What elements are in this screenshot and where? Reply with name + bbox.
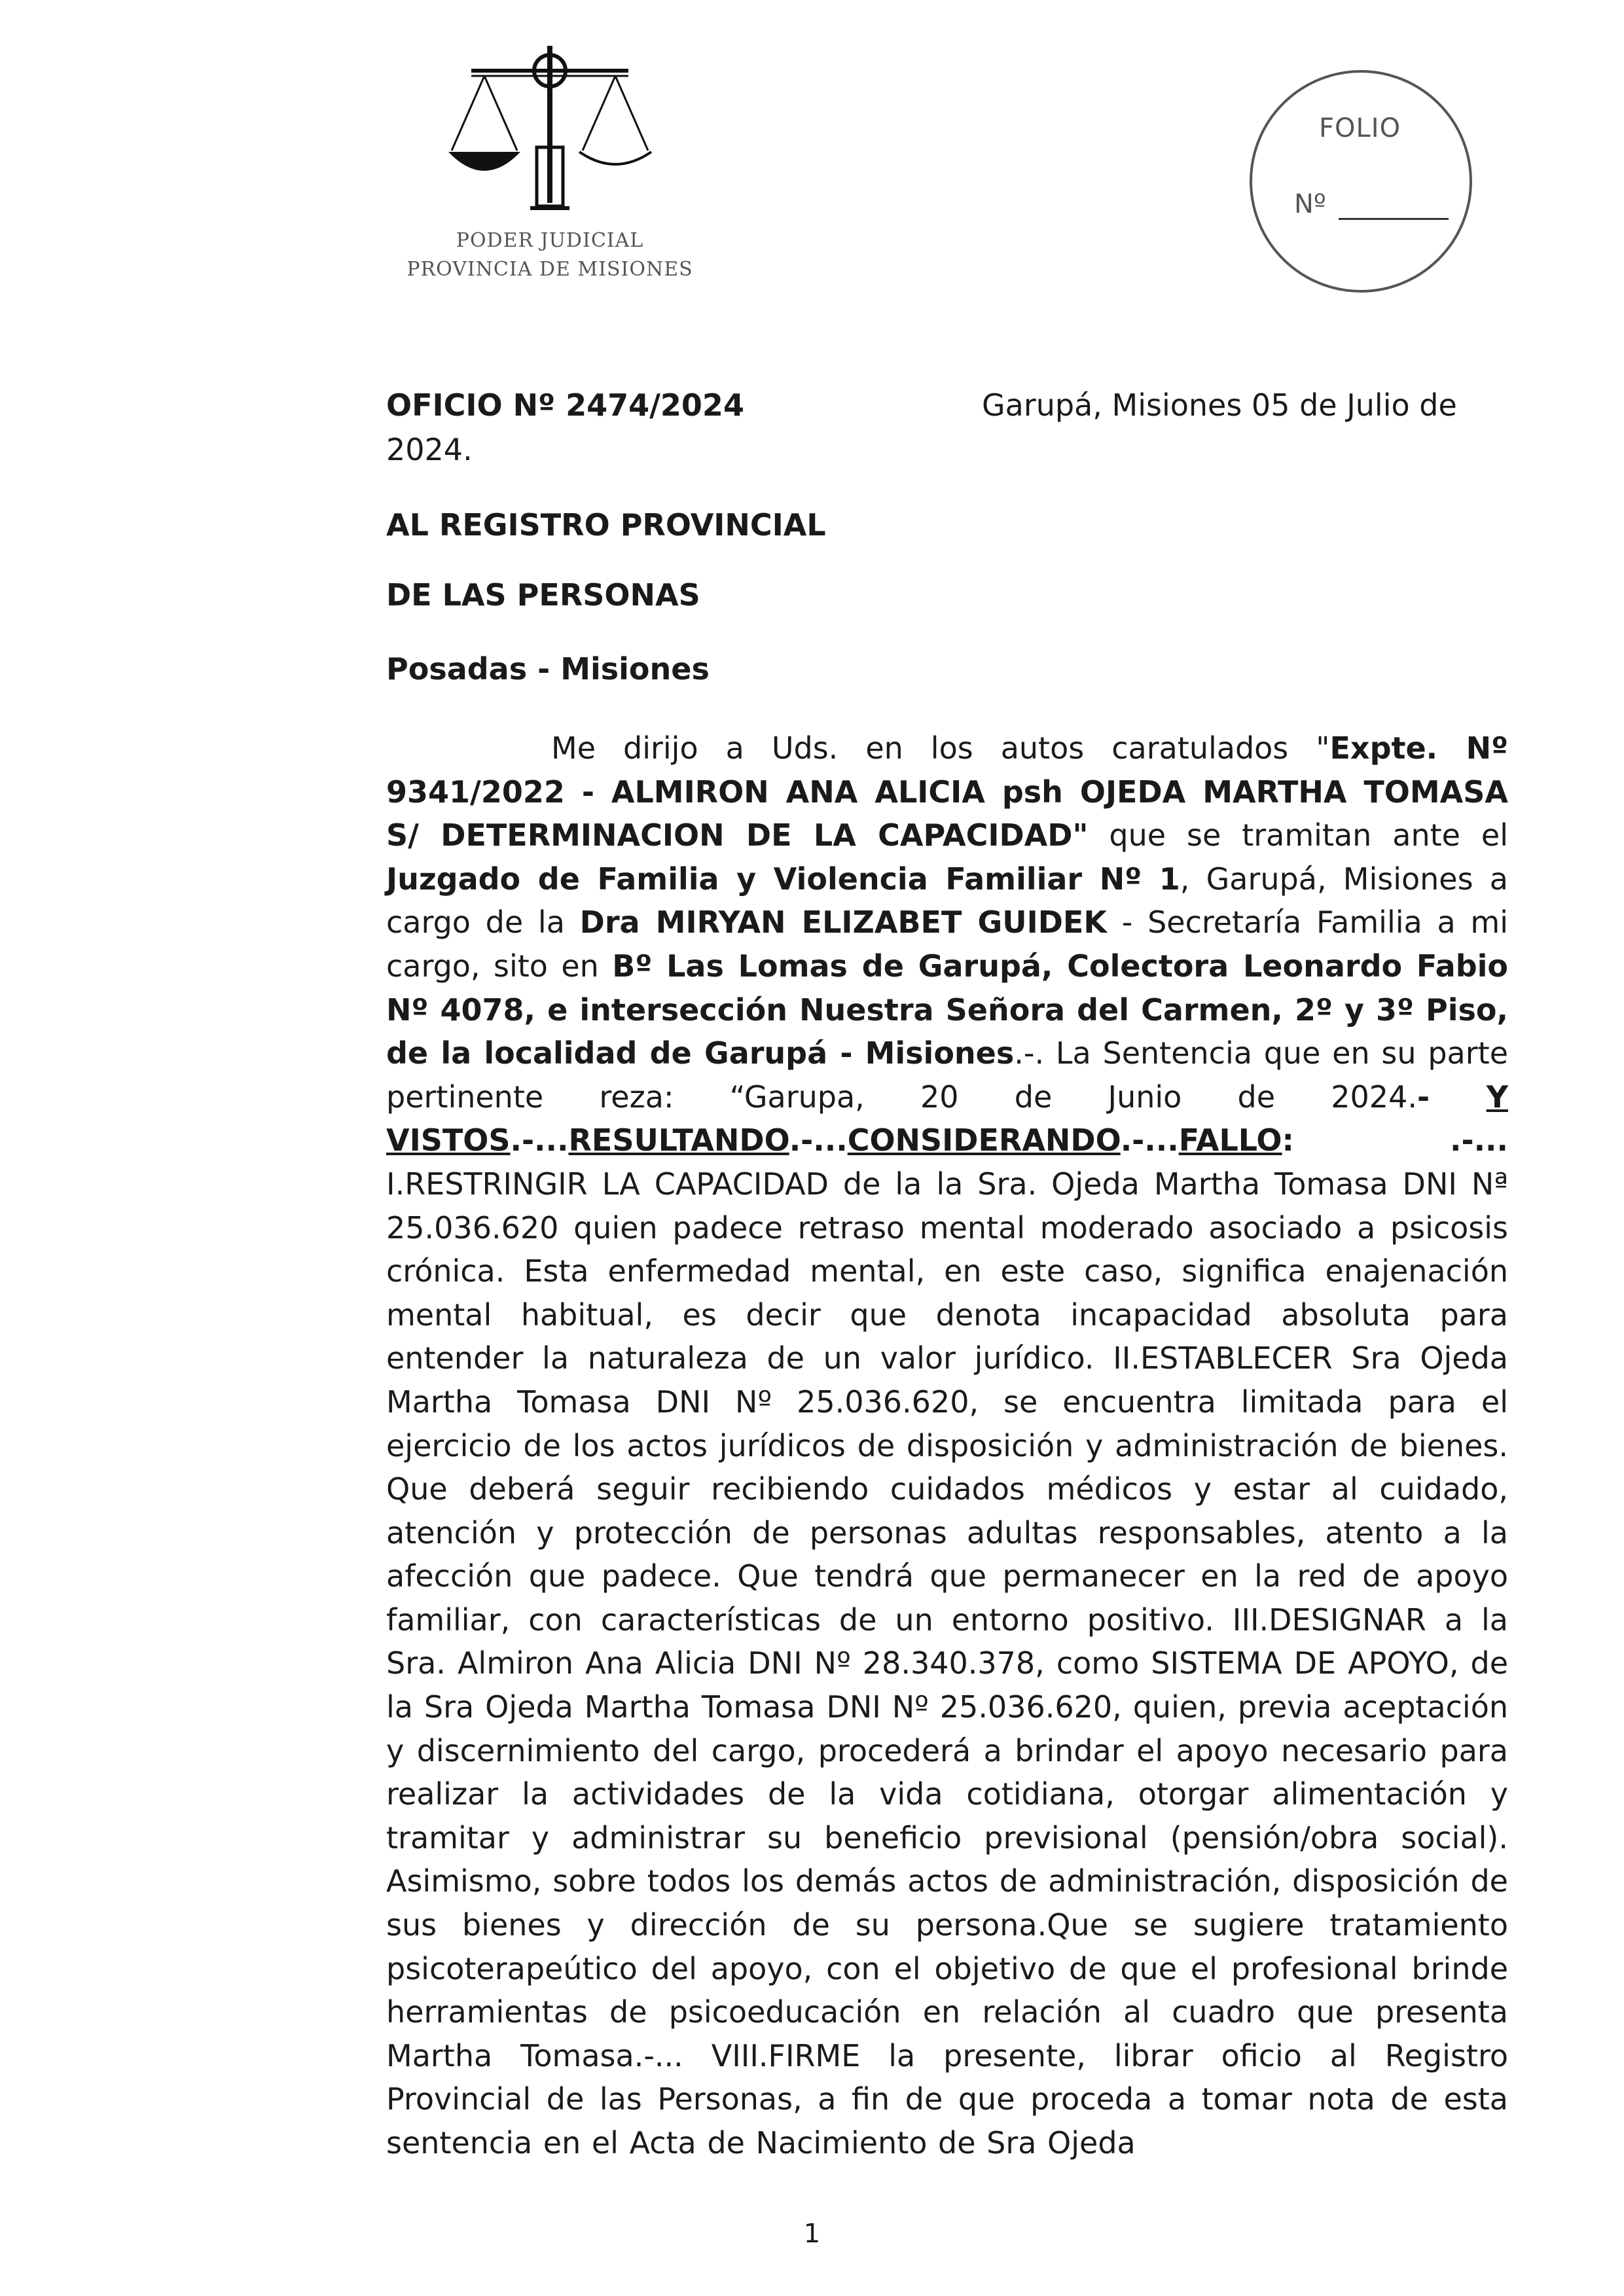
ruling-text: I.RESTRINGIR LA CAPACIDAD de la la Sra. Ojeda Martha Tomasa DNI Nª 25.036.620 quien padece retraso mental moderado asociado a psicosis crónica. Esta enfermedad mental, en este caso, significa enajenación mental habitual, es decir que denota incapacidad absoluta para entender la naturaleza de un valor jurídico. II.ESTABLECER Sra Ojeda Martha Tomasa DNI Nº 25.036.620, se encuentra limitada para el ejercicio de los actos jurídicos de disposición y administración de bienes. Que deberá seguir recibiendo cuidados médicos y estar al cuidado, atención y protección de personas adultas responsables, atento a la afección que padece. Que tendrá que permanecer en la red de apoyo familiar, con características de un entorno positivo. III.DESIGNAR a la Sra. Almiron Ana Alicia DNI Nº 28.340.378, como SISTEMA DE APOYO, de la Sra Ojeda Martha Tomasa DNI Nº 25.036.620, quien, previa aceptación y discernimiento del cargo, procederá a brindar el apoyo necesario para realizar la actividades de la vida cotidiana, otorgar alimentación y tramitar y administrar su beneficio previsional (pensión/obra social). Asimismo, sobre todos los demás actos de administración, disposición de sus bienes y dirección de su persona.Que se sugiere tratamiento psicoterapeútico del apoyo, con el objetivo de que el profesional brinde herramientas de psicoeducación en relación al cuadro que presenta Martha Tomasa.-... VIII.FIRME la presente, librar oficio al Registro Provincial de las Personas, a fin de que proceda a tomar nota de esta sentencia en el Acta de Nacimiento de Sra Ojeda bbox=[386, 1166, 1508, 2161]
folio-circle bbox=[1247, 67, 1475, 295]
body-text: , Garupá, Misiones a cargo de la bbox=[386, 861, 1508, 941]
body-text: que se tramitan ante el bbox=[1088, 817, 1509, 853]
addressee-line2: DE LAS PERSONAS bbox=[386, 577, 700, 613]
y-vistos: Y VISTOS bbox=[386, 1079, 1508, 1158]
body-bold: - bbox=[1416, 1079, 1487, 1115]
scales-of-justice-icon bbox=[445, 39, 655, 223]
body-text: - Secretaría Familia a mi cargo, sito en bbox=[386, 905, 1509, 984]
folio-title: FOLIO bbox=[1319, 113, 1401, 143]
judge-name: Dra MIRYAN ELIZABET GUIDEK bbox=[579, 905, 1107, 941]
body-text: .-. La Sentencia que en su parte pertinente reza: “Garupa, 20 de Junio de 2024. bbox=[386, 1035, 1508, 1115]
addressee-line3: Posadas - Misiones bbox=[386, 651, 710, 687]
date-year: 2024. bbox=[386, 432, 473, 467]
folio-number-label: Nº bbox=[1294, 189, 1326, 219]
body-bold: .-... bbox=[1120, 1122, 1179, 1158]
document-header bbox=[386, 387, 1512, 427]
fallo: FALLO bbox=[1178, 1122, 1282, 1158]
body-bold: .-... bbox=[789, 1122, 848, 1158]
logo-text-line1: PODER JUDICIAL bbox=[456, 229, 644, 252]
folio-number-blank bbox=[1339, 218, 1449, 220]
body-bold: : .-... bbox=[1282, 1122, 1508, 1158]
place-date: Garupá, Misiones 05 de Julio de bbox=[982, 387, 1457, 423]
considerando: CONSIDERANDO bbox=[847, 1122, 1121, 1158]
case-title: Expte. Nº 9341/2022 - ALMIRON ANA ALICIA psh OJEDA MARTHA TOMASA S/ DETERMINACION DE LA CAPACIDAD" bbox=[386, 730, 1509, 853]
resultando: RESULTANDO bbox=[568, 1122, 789, 1158]
body-paragraph bbox=[386, 726, 1508, 2165]
logo-text-line2: PROVINCIA DE MISIONES bbox=[406, 258, 693, 281]
court-name: Juzgado de Familia y Violencia Familiar Nº 1 bbox=[386, 861, 1180, 897]
folio-stamp bbox=[1247, 67, 1475, 295]
body-bold: .-... bbox=[510, 1122, 569, 1158]
body-text: Me dirijo a Uds. en los autos caratulados " bbox=[551, 730, 1330, 766]
addressee-line1: AL REGISTRO PROVINCIAL bbox=[386, 507, 826, 543]
oficio-number: OFICIO Nº 2474/2024 bbox=[386, 387, 744, 423]
document-body bbox=[386, 726, 1508, 2165]
court-logo bbox=[406, 39, 694, 288]
page-number: 1 bbox=[803, 2219, 821, 2249]
court-address: Bº Las Lomas de Garupá, Colectora Leonardo Fabio Nº 4078, e intersección Nuestra Señora del Carmen, 2º y 3º Piso, de la localidad de Garupá - Misiones bbox=[386, 948, 1508, 1071]
